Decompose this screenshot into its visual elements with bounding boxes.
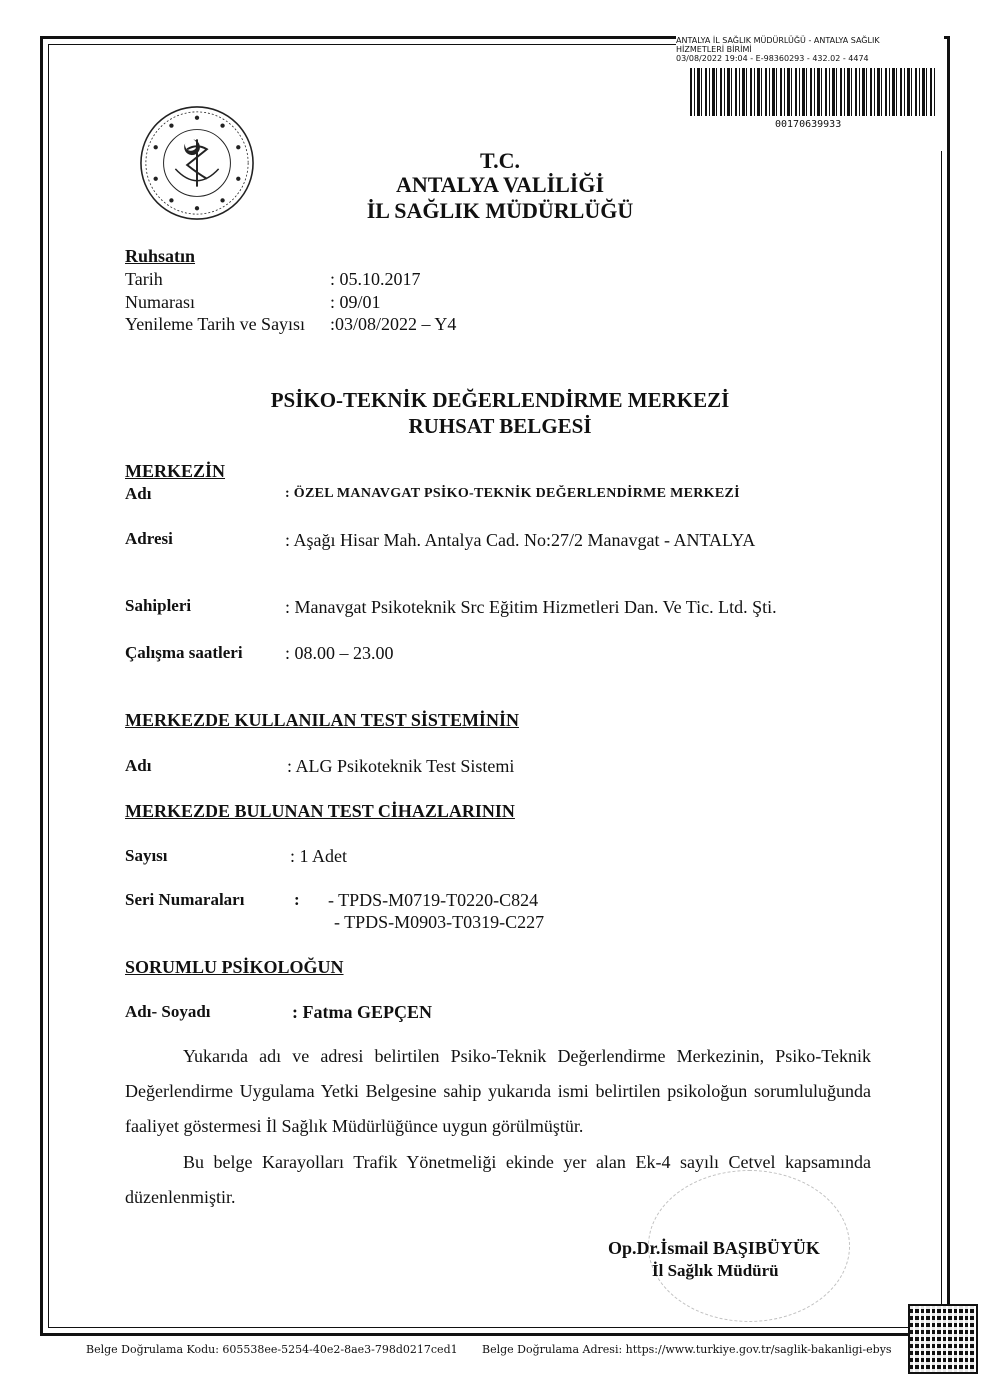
registry-line-1: ANTALYA İL SAĞLIK MÜDÜRLÜĞÜ - ANTALYA SAĞLIK xyxy=(676,36,880,45)
header-governorship: ANTALYA VALİLİĞİ xyxy=(395,172,605,197)
devices-serials-colon: : xyxy=(294,890,300,909)
center-owners-label: Sahipleri xyxy=(125,596,192,615)
ruhsat-value-date: : 05.10.2017 xyxy=(330,269,421,289)
barcode xyxy=(690,68,935,116)
paragraph-regulation: Bu belge Karayolları Trafik Yönetmeliği ekinde yer alan Ek-4 sayılı Cetvel kapsamında düzenlenmiştir. xyxy=(125,1152,871,1207)
registry-line-3: 03/08/2022 19:04 - E-98360293 - 432.02 - 4474 xyxy=(676,54,869,63)
ruhsat-heading: Ruhsatın xyxy=(125,246,196,266)
paragraph-approval: Yukarıda adı ve adresi belirtilen Psiko-Teknik Değerlendirme Merkezinin, Psiko-Teknik Değerlendirme Uygulama Yetki Belgesine sahip yukarıda ismi belirtilen psikoloğun sorumluluğunda faaliyet göstermesi İl Sağlık Müdürlüğünce uygun görülmüştür. xyxy=(125,1046,871,1136)
center-name-value: : ÖZEL MANAVGAT PSİKO-TEKNİK DEĞERLENDİRME MERKEZİ xyxy=(285,486,740,501)
ruhsat-label-number: Numarası xyxy=(125,292,195,312)
center-owners-value: : Manavgat Psikoteknik Src Eğitim Hizmetleri Dan. Ve Tic. Ltd. Şti. xyxy=(285,597,777,617)
center-heading: MERKEZİN xyxy=(125,461,226,481)
devices-heading: MERKEZDE BULUNAN TEST CİHAZLARININ xyxy=(125,801,515,821)
qr-code-icon xyxy=(908,1304,978,1374)
devices-serial-2: - TPDS-M0903-T0319-C227 xyxy=(334,912,545,932)
ruhsat-label-date: Tarih xyxy=(125,269,163,289)
center-hours-label: Çalışma saatleri xyxy=(125,643,243,662)
ministry-seal-icon xyxy=(138,104,256,222)
devices-count-label: Sayısı xyxy=(125,846,168,865)
test-system-name-label: Adı xyxy=(125,756,152,775)
doc-title-line-2: RUHSAT BELGESİ xyxy=(408,414,592,438)
ruhsat-value-renewal: :03/08/2022 – Y4 xyxy=(330,314,457,334)
registry-line-2: HİZMETLERİ BİRİMİ xyxy=(676,45,752,54)
devices-serials-label: Seri Numaraları xyxy=(125,890,245,909)
center-name-label: Adı xyxy=(125,484,152,503)
footer-verification-address[interactable]: Belge Doğrulama Adresi: https://www.turkiye.gov.tr/saglik-bakanligi-ebys xyxy=(482,1343,892,1356)
barcode-number: 00170639933 xyxy=(775,119,842,130)
ruhsat-label-renewal: Yenileme Tarih ve Sayısı xyxy=(125,314,306,334)
psychologist-name-value: : Fatma GEPÇEN xyxy=(292,1002,432,1022)
psychologist-name-label: Adı- Soyadı xyxy=(125,1002,211,1021)
doc-title-line-1: PSİKO-TEKNİK DEĞERLENDİRME MERKEZİ xyxy=(270,388,730,412)
devices-count-value: : 1 Adet xyxy=(290,846,347,866)
center-address-value: : Aşağı Hisar Mah. Antalya Cad. No:27/2 Manavgat - ANTALYA xyxy=(285,530,756,550)
devices-serial-1: - TPDS-M0719-T0220-C824 xyxy=(328,890,539,910)
psychologist-heading: SORUMLU PSİKOLOĞUN xyxy=(125,957,344,977)
test-system-heading: MERKEZDE KULLANILAN TEST SİSTEMİNİN xyxy=(125,710,519,730)
signatory-title: İl Sağlık Müdürü xyxy=(652,1261,779,1280)
header-tc: T.C. xyxy=(480,148,520,173)
test-system-name-value: : ALG Psikoteknik Test Sistemi xyxy=(287,756,515,776)
footer-verification-code: Belge Doğrulama Kodu: 605538ee-5254-40e2-8ae3-798d0217ced1 xyxy=(86,1343,458,1356)
center-hours-value: : 08.00 – 23.00 xyxy=(285,643,394,663)
ruhsat-value-number: : 09/01 xyxy=(330,292,381,312)
header-directorate: İL SAĞLIK MÜDÜRLÜĞÜ xyxy=(366,198,634,223)
signatory-name: Op.Dr.İsmail BAŞIBÜYÜK xyxy=(608,1238,820,1258)
center-address-label: Adresi xyxy=(125,529,173,548)
